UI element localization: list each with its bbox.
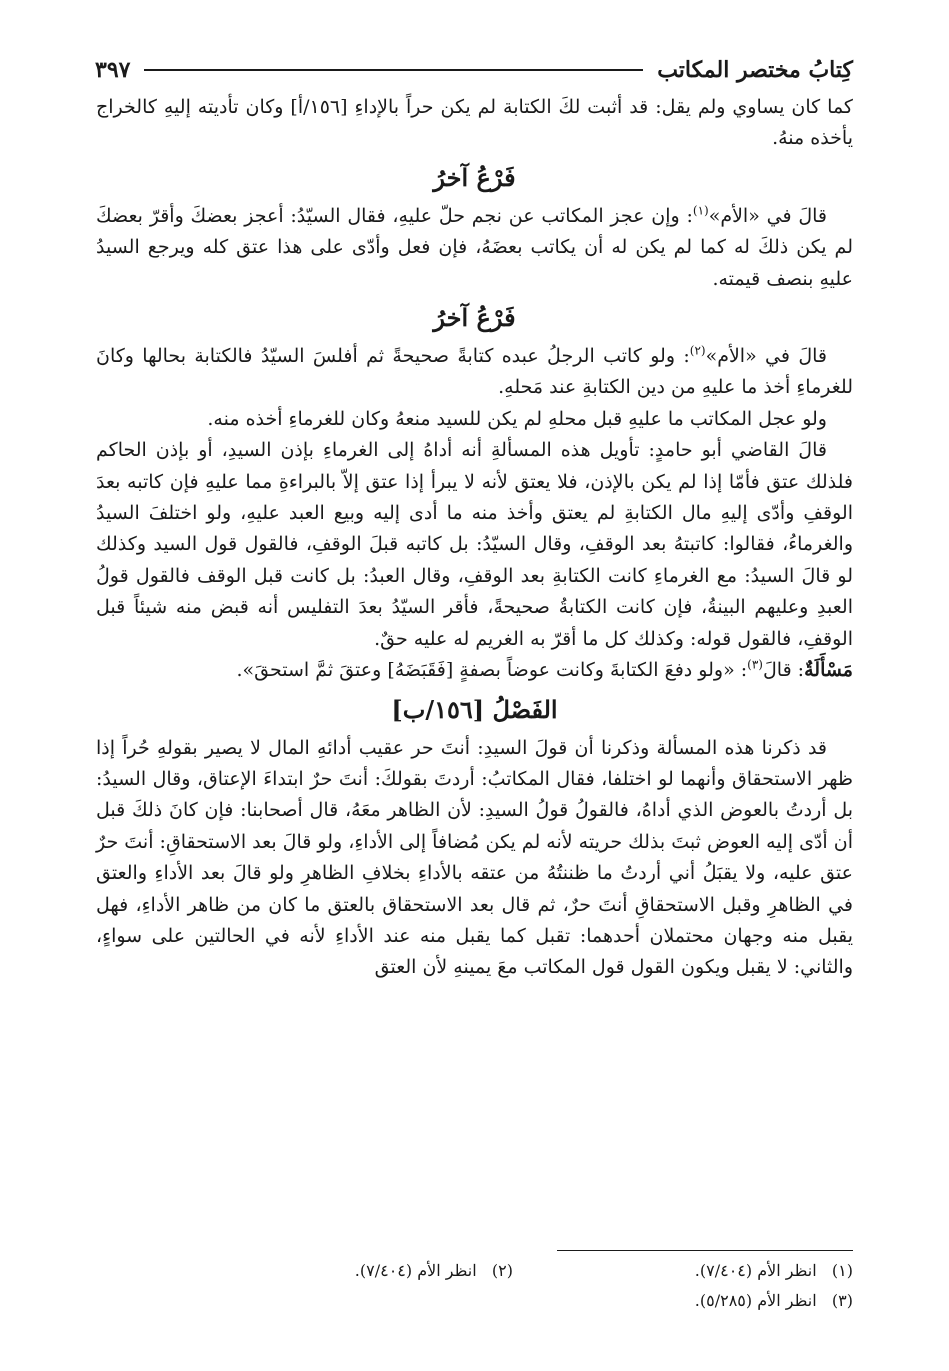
footnote-ref: (١)	[692, 203, 709, 218]
text-run: قالَ القاضي أبو حامدٍ: تأويل هذه المسألةِ أنه أداهُ إلى الغرماءِ بإذن السيدِ، أو بإذن الحاكم فلذلك عتق فأمّا إذا لم يكن بالإذن، فلا يعتق لأنه لا يبرأ إذا عتق إلاّ بالبراءةِ مما عليهِ فإن كاتبه بعدَ الوقفِ وأدّى إليهِ مال الكتابةِ لم يعتق وأخذ منه ما أدى إليه وبيع العبد عليهِ، ولو اختلفَ السيدُ والغرماءُ، فقالوا: كاتبتهُ بعد الوقفِ، وقال السيّدُ: بل كاتبه قبلَ الوقفِ، فالقول قول السيد وكذلك لو قالَ السيدُ: مع الغرماءِ كانت الكتابةِ بعد الوقفِ، وقال العبدُ: بل كانت قبل الوقف فالقول قولُ العبدِ وعليهم البينةُ، فإن كانت الكتابةُ صحيحةً، فأقر السيّدُ بعدَ التفليس أنه قبض منه شيئاً قبل الوقفِ، فالقول قوله: وكذلك كل ما أقرّ به الغريم له عليه حقٌ.	[96, 439, 854, 650]
paragraph	[96, 341, 853, 404]
masala-label: مَسْأَلَةٌ	[804, 659, 853, 682]
text-run: قد ذكرنا هذه المسألة وذكرنا أن قولَ السيدِ: أنتَ حر عقيب أدائهِ المال لا يصير بقولهِ حُراً إذا ظهر الاستحقاق وأنهما لو اختلفا، فقال المكاتبُ: أردتَ بقولكَ: أنتَ حرٌ ابتداءَ الإعتاق، وقال السيدُ: بل أردتُ بالعوض الذي أداهُ، فالقولُ قولُ السيدِ: لأن الظاهر معَهُ، قال أصحابنا: فإن كانَ ذلكَ قبل أن أدّى إليه العوض ثبتَ بذلك حريته لأنه لم يكن مُضافاً إلى الأداءِ، ولو قالَ بعد الاستحقاقِ: أنتَ حرٌ عتق عليه، ولا يقبَلُ أني أردتُ ما ظننتُهُ من عتقه بالأداءِ بخلافِ الظاهرِ ولو قالَ بعد الأداءِ والعتق في الظاهرِ وقبل الاستحقاقِ أنتَ حرٌ، ثم قال بعد الاستحقاق بالعتق ما كان من ظاهر الأداءِ، فهل يقبل منه وجهان محتملان أحدهما: تقبل كما يقبل منه عند الأداءِ لأنه في الحالتين على سواءٍ، والثاني: لا يقبل ويكون القول قول المكاتب معَ يمينهِ لأن العتق	[96, 736, 853, 979]
text-run: ولو عجل المكاتب ما عليهِ قبل محلهِ لم يكن للسيد منعهُ وكان للغرماءِ أخذه منه.	[207, 407, 827, 430]
text-run: : وإن عجز المكاتب عن نجم حلّ عليهِ، فقال السيّدُ: أعجز بعضكَ وأقرّ بعضكَ لم يكن ذلكَ له كما لم يكن له أن يكاتب بعضَهُ، فإن فعل وأدّى على هذا عتق كله ويرجع السيدُ عليهِ بنصف قيمته.	[96, 204, 853, 290]
footnote-number: (٢)	[491, 1261, 513, 1280]
running-header	[95, 50, 853, 90]
footnote-3	[513, 1287, 853, 1315]
footnote-ref: (٢)	[689, 343, 706, 358]
footnote-row-2	[96, 1287, 853, 1315]
page-number: ٣٩٧	[95, 57, 131, 83]
main-text	[96, 92, 853, 984]
text-run: : ولو كاتب الرجلُ عبده كتابةً صحيحةً ثم أفلسَ السيّدُ فالكتابة بحالها وكانَ للغرماءِ أخذ ما عليهِ من دين الكتابةِ عند مَحلهِ.	[96, 345, 853, 399]
footnote-text: انظر الأم (٥/٢٨٥).	[694, 1291, 817, 1310]
running-title: كِتابُ مختصر المكاتب	[657, 57, 853, 83]
text-run: : «ولو دفعَ الكتابةَ وكانت عوضاً بصفةٍ [فَقَبَضَهُ] وعتقَ ثمَّ استحقَ».	[236, 659, 748, 682]
text-run: قالَ في «الأم»	[708, 204, 827, 227]
section-heading: فَرْعُ آخرُ	[433, 303, 516, 333]
footnote-rule	[557, 1250, 853, 1251]
footnote-row-1	[96, 1257, 853, 1285]
footnote-number: (٣)	[831, 1291, 853, 1310]
footnote-text: انظر الأم (٧/٤٠٤).	[694, 1261, 817, 1280]
paragraph	[96, 404, 853, 435]
footnote-2	[173, 1257, 513, 1285]
paragraph	[96, 655, 853, 686]
footnote-1	[513, 1257, 853, 1285]
paragraph	[96, 201, 853, 295]
footnotes	[96, 1250, 853, 1315]
paragraph	[96, 435, 853, 655]
footnote-ref: (٣)	[747, 657, 763, 672]
footnote-text: انظر الأم (٧/٤٠٤).	[354, 1261, 477, 1280]
text-run: كما كان يساوي ولم يقل: قد أثبت لكَ الكتابة لم يكن حراً بالإداءِ [١٥٦/أ] وكان تأديته إليهِ كالخراج يأخذه منهُ.	[96, 96, 853, 150]
text-run: : قالَ	[762, 659, 805, 682]
text-run: قالَ في «الأم»	[705, 345, 827, 368]
footnote-number: (١)	[831, 1261, 853, 1280]
header-rule	[144, 69, 643, 71]
section-heading: الفَصْلُ [١٥٦/ب]	[391, 694, 558, 724]
paragraph	[96, 92, 853, 155]
paragraph	[96, 733, 853, 984]
section-heading: فَرْعُ آخرُ	[433, 162, 516, 192]
